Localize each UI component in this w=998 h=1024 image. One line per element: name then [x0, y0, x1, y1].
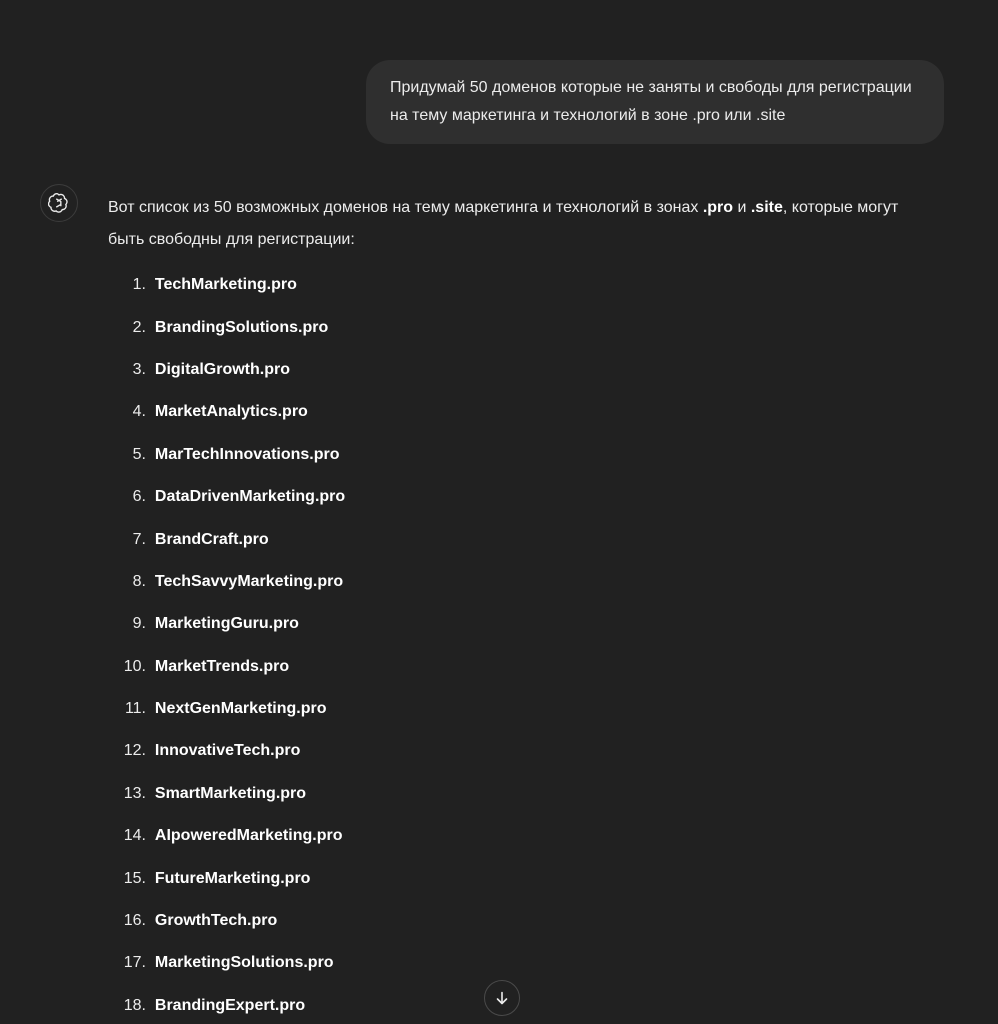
list-item — [108, 688, 928, 730]
user-message-row — [366, 60, 944, 144]
list-item-number: 16. — [123, 912, 146, 930]
arrow-down-icon — [494, 990, 510, 1006]
domain-name: SmartMarketing.pro — [154, 784, 307, 802]
list-item-number: 1. — [132, 276, 146, 294]
domain-name: MarTechInnovations.pro — [154, 445, 340, 463]
list-item-number: 3. — [132, 360, 146, 378]
domain-name: TechSavvyMarketing.pro — [154, 572, 344, 590]
list-item-number: 8. — [132, 572, 146, 590]
list-item — [108, 434, 928, 476]
domain-name: InnovativeTech.pro — [154, 742, 301, 760]
domain-name: MarketTrends.pro — [154, 657, 290, 675]
list-item — [108, 815, 928, 857]
list-item-number: 12. — [123, 742, 146, 760]
domain-name: NextGenMarketing.pro — [154, 700, 327, 718]
domain-name: AIpoweredMarketing.pro — [154, 827, 343, 845]
list-item — [108, 264, 928, 306]
list-item-number: 5. — [132, 445, 146, 463]
list-item — [108, 942, 928, 984]
domain-name: DigitalGrowth.pro — [154, 360, 290, 378]
domain-name: BrandCraft.pro — [154, 530, 269, 548]
list-item — [108, 603, 928, 645]
intro-text-part: Вот список из 50 возможных доменов на тему маркетинга и технологий в зонах — [108, 199, 703, 216]
assistant-intro-text — [108, 192, 928, 256]
list-item — [108, 857, 928, 899]
list-item — [108, 391, 928, 433]
list-item-number: 15. — [123, 869, 146, 887]
list-item — [108, 349, 928, 391]
domain-name: DataDrivenMarketing.pro — [154, 488, 346, 506]
list-item — [108, 900, 928, 942]
list-item-number: 13. — [123, 784, 146, 802]
domain-list — [108, 264, 928, 1024]
list-item — [108, 306, 928, 348]
list-item — [108, 646, 928, 688]
list-item-number: 11. — [124, 700, 146, 718]
intro-bold-site: .site — [750, 199, 783, 216]
list-item-number: 18. — [123, 996, 146, 1014]
list-item-number: 14. — [123, 827, 146, 845]
list-item-number: 7. — [132, 530, 146, 548]
domain-name: MarketingSolutions.pro — [154, 954, 334, 972]
list-item-number: 6. — [132, 488, 146, 506]
list-item-number: 9. — [132, 615, 146, 633]
domain-name: BrandingSolutions.pro — [154, 318, 329, 336]
openai-logo-icon — [40, 184, 78, 222]
list-item — [108, 730, 928, 772]
user-message-bubble — [366, 60, 944, 144]
intro-text-part: , которые могут быть свободны для регистрации: — [108, 199, 899, 248]
intro-bold-pro: .pro — [702, 199, 734, 216]
domain-name: GrowthTech.pro — [154, 912, 278, 930]
list-item-number: 17. — [123, 954, 146, 972]
intro-text-part: и — [733, 199, 751, 216]
domain-name: TechMarketing.pro — [154, 276, 297, 294]
list-item-number: 10. — [123, 657, 146, 675]
scroll-to-bottom-button[interactable] — [484, 980, 520, 1016]
domain-name: BrandingExpert.pro — [154, 996, 306, 1014]
domain-name: MarketAnalytics.pro — [154, 403, 308, 421]
domain-name: MarketingGuru.pro — [154, 615, 299, 633]
list-item — [108, 561, 928, 603]
assistant-message-content — [108, 192, 928, 1024]
domain-name: FutureMarketing.pro — [154, 869, 311, 887]
list-item — [108, 476, 928, 518]
list-item — [108, 773, 928, 815]
list-item-number: 4. — [132, 403, 146, 421]
user-message-text: Придумай 50 доменов которые не заняты и свободы для регистрации на тему маркетинга и технологий в зоне .pro или .site — [390, 79, 912, 124]
list-item — [108, 518, 928, 560]
list-item-number: 2. — [132, 318, 146, 336]
